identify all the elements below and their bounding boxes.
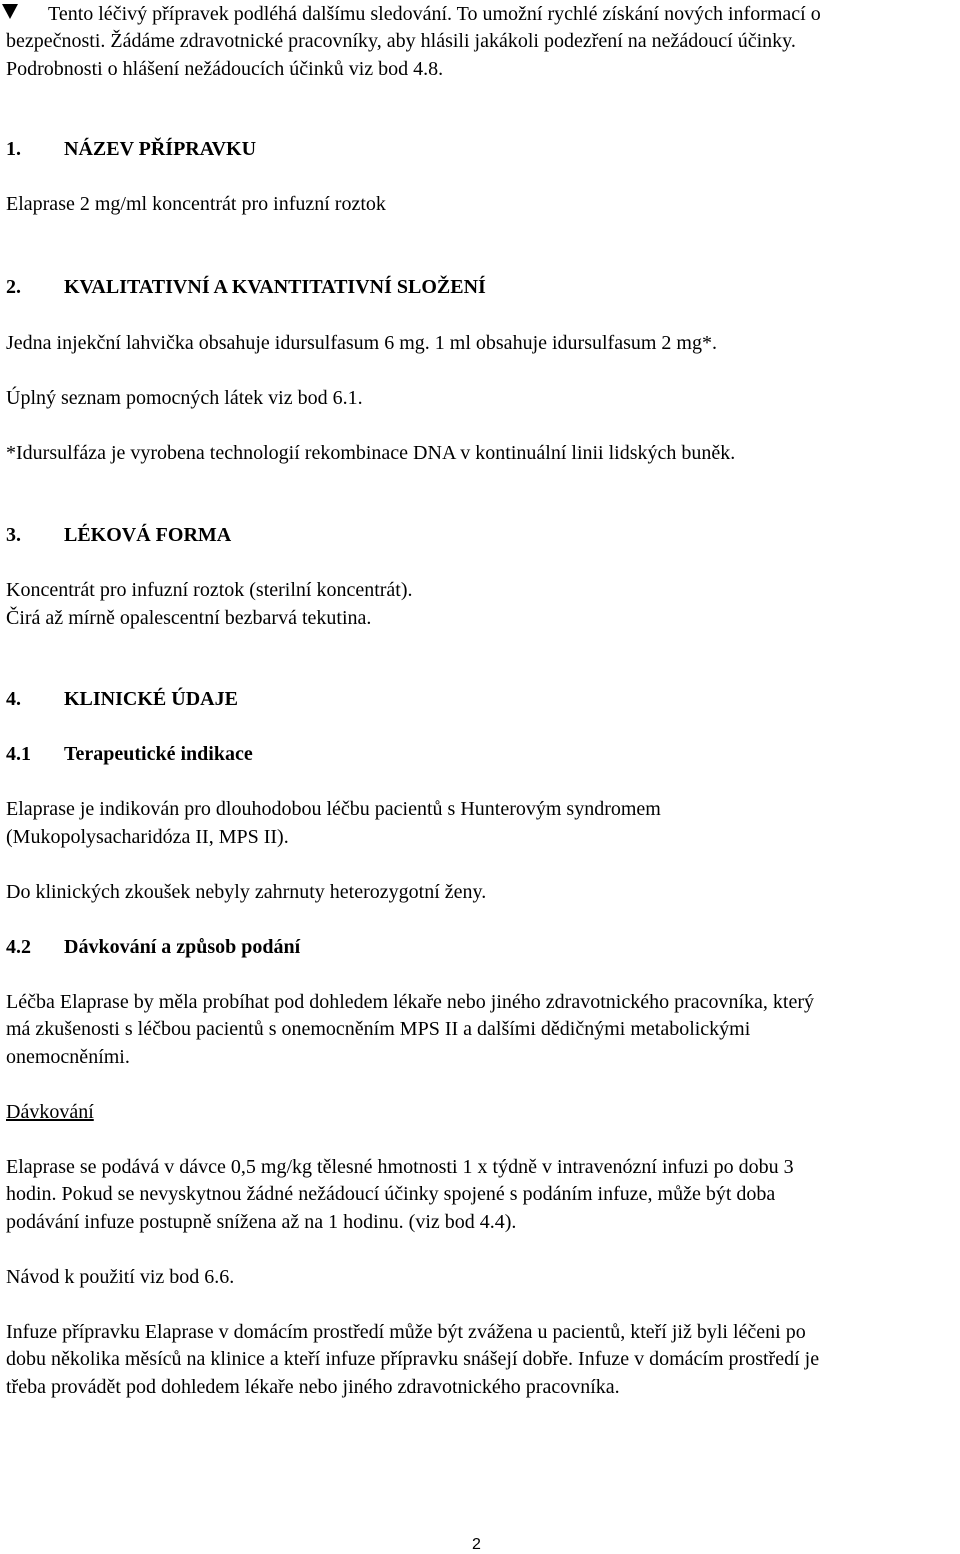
section-4-2-number: 4.2 xyxy=(6,936,31,958)
section-2-text-3: *Idursulfáza je vyrobena technologií rekombinace DNA v kontinuální linii lidských buněk. xyxy=(6,442,736,464)
section-2-text-2: Úplný seznam pomocných látek viz bod 6.1. xyxy=(6,387,363,409)
section-4-2-p1-line-2: má zkušenosti s léčbou pacientů s onemocněním MPS II a dalšími dědičnými metabolickými xyxy=(6,1018,751,1040)
section-4-1-line-2: (Mukopolysacharidóza II, MPS II). xyxy=(6,826,289,848)
section-4-title: KLINICKÉ ÚDAJE xyxy=(64,688,238,710)
section-1-text: Elaprase 2 mg/ml koncentrát pro infuzní roztok xyxy=(6,193,386,215)
section-4-1-title: Terapeutické indikace xyxy=(64,743,253,765)
section-4-2-p4-line-2: dobu několika měsíců na klinice a kteří infuze přípravku snášejí dobře. Infuze v domácím prostředí je xyxy=(6,1348,820,1370)
section-4-1-line-3: Do klinických zkoušek nebyly zahrnuty heterozygotní ženy. xyxy=(6,881,487,903)
page-number: 2 xyxy=(472,1536,481,1553)
section-4-1-number: 4.1 xyxy=(6,743,31,765)
notice-line-2: bezpečnosti. Žádáme zdravotnické pracovníky, aby hlásili jakákoli podezření na nežádoucí účinky. xyxy=(6,30,796,52)
section-1-title: NÁZEV PŘÍPRAVKU xyxy=(64,138,257,160)
section-4-2-p1-line-3: onemocněními. xyxy=(6,1046,130,1068)
section-4-2-p1-line-1: Léčba Elaprase by měla probíhat pod dohledem lékaře nebo jiného zdravotnického pracovníka, který xyxy=(6,991,815,1013)
notice-line-3: Podrobnosti o hlášení nežádoucích účinků viz bod 4.8. xyxy=(6,58,444,80)
section-4-2-title: Dávkování a způsob podání xyxy=(64,936,301,958)
section-1-number: 1. xyxy=(6,138,21,160)
section-4-2-p2-line-2: hodin. Pokud se nevyskytnou žádné nežádoucí účinky spojené s podáním infuze, může být doba xyxy=(6,1183,776,1205)
dosing-subheading: Dávkování xyxy=(6,1101,94,1123)
section-2-number: 2. xyxy=(6,276,21,298)
section-2-title: KVALITATIVNÍ A KVANTITATIVNÍ SLOŽENÍ xyxy=(64,276,486,298)
section-3-line-2: Čirá až mírně opalescentní bezbarvá tekutina. xyxy=(6,607,372,629)
black-triangle-icon xyxy=(2,4,18,19)
section-4-1-line-1: Elaprase je indikován pro dlouhodobou léčbu pacientů s Hunterovým syndromem xyxy=(6,798,661,820)
section-4-2-p3: Návod k použití viz bod 6.6. xyxy=(6,1266,235,1288)
section-4-number: 4. xyxy=(6,688,21,710)
section-4-2-p4-line-1: Infuze přípravku Elaprase v domácím prostředí může být zvážena u pacientů, kteří již byli léčeni po xyxy=(6,1321,806,1343)
section-4-2-p4-line-3: třeba provádět pod dohledem lékaře nebo jiného zdravotnického pracovníka. xyxy=(6,1376,620,1398)
section-3-title: LÉKOVÁ FORMA xyxy=(64,524,232,546)
section-3-line-1: Koncentrát pro infuzní roztok (sterilní koncentrát). xyxy=(6,579,413,601)
section-2-text-1: Jedna injekční lahvička obsahuje idursulfasum 6 mg. 1 ml obsahuje idursulfasum 2 mg*. xyxy=(6,332,717,354)
notice-line-1: Tento léčivý přípravek podléhá dalšímu sledování. To umožní rychlé získání nových informací o xyxy=(48,3,821,25)
section-4-2-p2-line-1: Elaprase se podává v dávce 0,5 mg/kg tělesné hmotnosti 1 x týdně v intravenózní infuzi po dobu 3 xyxy=(6,1156,794,1178)
section-4-2-p2-line-3: podávání infuze postupně snížena až na 1 hodinu. (viz bod 4.4). xyxy=(6,1211,517,1233)
section-3-number: 3. xyxy=(6,524,21,546)
